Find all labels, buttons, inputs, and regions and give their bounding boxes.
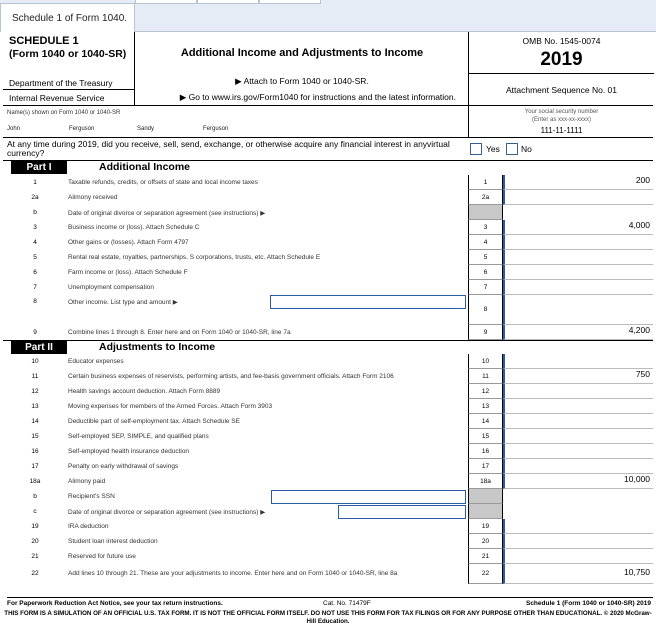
line-number: 10 <box>31 357 39 365</box>
line-number: 13 <box>31 402 39 410</box>
line-number: 6 <box>33 268 37 276</box>
line-c-text-input[interactable] <box>338 505 466 519</box>
part-1-line-7 <box>3 280 653 295</box>
line-number: 2a <box>31 193 39 201</box>
line-description: Moving expenses for members of the Armed Forces. Attach Form 3903 <box>68 402 273 410</box>
part-2-title: Adjustments to Income <box>99 341 216 353</box>
line-12-amount-input[interactable] <box>503 384 653 399</box>
part-2-label: Part II <box>11 341 67 354</box>
line-box-label: 17 <box>468 459 503 474</box>
line-1-amount-input[interactable]: 200 <box>503 175 653 190</box>
line-description: Health savings account deduction. Attach Form 8889 <box>68 387 221 395</box>
line-description: Business income or (loss). Attach Schedule C <box>68 223 200 231</box>
line-4-amount-input[interactable] <box>503 235 653 250</box>
line-box-label: 7 <box>468 280 503 295</box>
line-number: 3 <box>33 223 37 231</box>
line-box-label: 21 <box>468 549 503 564</box>
website-instruction: ▶ Go to www.irs.gov/Form1040 for instructions and the latest information. <box>179 92 456 102</box>
part-2-line-20 <box>3 534 653 549</box>
line-description: Combine lines 1 through 8. Enter here and on Form 1040 or 1040-SR, line 7a <box>68 328 291 336</box>
omb-number: OMB No. 1545-0074 <box>522 36 601 46</box>
line-13-amount-input[interactable] <box>503 399 653 414</box>
line-number: 11 <box>31 372 39 380</box>
line-number: 22 <box>31 570 39 577</box>
line-box-label: 1 <box>468 175 503 190</box>
line-8-amount-input[interactable] <box>503 295 653 325</box>
line-description: Other gains or (losses). Attach Form 4797 <box>68 238 189 246</box>
part-1-line-4 <box>3 235 653 250</box>
line-7-amount-input[interactable] <box>503 280 653 295</box>
no-checkbox[interactable] <box>506 143 518 155</box>
line-9-amount-input[interactable]: 4,200 <box>503 325 653 340</box>
attach-instruction: ▶ Attach to Form 1040 or 1040-SR. <box>235 76 369 86</box>
line-description: Add lines 10 through 21. These are your adjustments to income. Enter here and on Form 1040 or 1040-SR, line 8a <box>68 570 398 577</box>
line-description: Alimony paid <box>68 477 106 485</box>
line-box-label: 10 <box>468 354 503 369</box>
last-name: Ferguson <box>69 126 95 132</box>
part-2-line-22 <box>3 564 653 584</box>
spouse-first-name: Sandy <box>137 126 155 132</box>
ssn-format-hint: (Enter as xxx-xx-xxxx) <box>531 117 591 123</box>
schedule-label: SCHEDULE 1 <box>9 35 79 47</box>
part-1-line-1 <box>3 175 653 190</box>
line-description: Farm income or (loss). Attach Schedule F <box>68 268 188 276</box>
line-description: Date of original divorce or separation agreement (see instructions) ▶ <box>68 508 266 516</box>
part-2-line-11 <box>3 369 653 384</box>
line-3-amount-input[interactable]: 4,000 <box>503 220 653 235</box>
virtual-currency-question: At any time during 2019, did you receive, sell, send, exchange, or otherwise acquire any financial interest in anyvirtual currency? <box>7 139 450 158</box>
line-20-amount-input[interactable] <box>503 534 653 549</box>
no-label: No <box>521 144 532 154</box>
part-1-line-5 <box>3 250 653 265</box>
name-row <box>3 106 653 138</box>
line-box-label: 16 <box>468 444 503 459</box>
part-2-line-17 <box>3 459 653 474</box>
part-2-line-12 <box>3 384 653 399</box>
line-box-label: 9 <box>468 325 503 340</box>
line-box-label <box>468 489 503 504</box>
tab-schedule-1[interactable]: Schedule 1 of Form 1040. <box>0 3 135 32</box>
part-1-line-8 <box>3 295 653 325</box>
line-box-label <box>468 504 503 519</box>
line-description: Reserved for future use <box>68 552 136 560</box>
line-18a-amount-input[interactable]: 10,000 <box>503 474 653 489</box>
line-box-label: 12 <box>468 384 503 399</box>
tab-blank-3[interactable] <box>259 0 321 4</box>
line-box-label: 11 <box>468 369 503 384</box>
line-description: Educator expenses <box>68 357 124 365</box>
line-19-amount-input[interactable] <box>503 519 653 534</box>
line-number: 17 <box>31 462 39 470</box>
line-17-amount-input[interactable] <box>503 459 653 474</box>
line-22-amount-input[interactable]: 10,750 <box>503 564 653 584</box>
tab-blank-2[interactable] <box>197 0 259 4</box>
part-1-title: Additional Income <box>99 161 191 173</box>
tab-blank-1[interactable] <box>135 0 197 4</box>
line-number: 18a <box>29 477 41 485</box>
line-number: b <box>33 208 37 216</box>
line-number: b <box>33 492 37 500</box>
spouse-last-name: Ferguson <box>203 126 229 132</box>
line-box-label: 13 <box>468 399 503 414</box>
line-box-label: 2a <box>468 190 503 205</box>
line-description: Date of original divorce or separation agreement (see instructions) ▶ <box>68 209 266 217</box>
part-1-line-b <box>3 205 653 220</box>
footer-row <box>7 597 653 607</box>
line-5-amount-input[interactable] <box>503 250 653 265</box>
yes-label: Yes <box>486 144 500 154</box>
line-description: Self-employed health insurance deduction <box>68 447 190 455</box>
part-2-line-b <box>3 489 653 504</box>
line-box-label <box>468 205 503 220</box>
line-description: Penalty on early withdrawal of savings <box>68 462 179 470</box>
part-1-line-6 <box>3 265 653 280</box>
line-box-label: 15 <box>468 429 503 444</box>
line-number: c <box>33 507 37 515</box>
paperwork-notice: For Paperwork Reduction Act Notice, see your tax return instructions. <box>7 600 223 607</box>
tab-bar <box>0 0 656 32</box>
line-11-amount-input[interactable]: 750 <box>503 369 653 384</box>
line-description: Taxable refunds, credits, or offsets of state and local income taxes <box>68 178 258 186</box>
part-2-line-16 <box>3 444 653 459</box>
ssn-label: Your social security number <box>524 109 599 115</box>
part-2-line-21 <box>3 549 653 564</box>
line-16-amount-input[interactable] <box>503 444 653 459</box>
line-14-amount-input[interactable] <box>503 414 653 429</box>
line-description: Self-employed SEP, SIMPLE, and qualified plans <box>68 432 209 440</box>
line-description: Certain business expenses of reservists, performing artists, and fee-basis government officials. Attach Form 2106 <box>68 372 394 380</box>
part-1-line-2a <box>3 190 653 205</box>
line-number: 12 <box>31 387 39 395</box>
irs-label: Internal Revenue Service <box>9 93 105 103</box>
line-box-label: 22 <box>468 564 503 584</box>
line-21-amount-input[interactable] <box>503 549 653 564</box>
ssn-value: 111-11-1111 <box>540 126 583 135</box>
line-box-label: 5 <box>468 250 503 265</box>
line-box-label: 18a <box>468 474 503 489</box>
line-description: Alimony received <box>68 193 118 201</box>
line-box-label: 8 <box>468 295 503 325</box>
form-header <box>3 32 653 106</box>
line-description: IRA deduction <box>68 522 109 530</box>
yes-checkbox[interactable] <box>470 143 482 155</box>
line-number: 15 <box>31 432 39 440</box>
part-2-line-13 <box>3 399 653 414</box>
schedule-footer: Schedule 1 (Form 1040 or 1040-SR) 2019 <box>525 600 651 607</box>
part-1-header <box>3 160 653 174</box>
part-1-line-9 <box>3 325 653 340</box>
dept-label: Department of the Treasury <box>9 78 113 88</box>
part-1-line-3 <box>3 220 653 235</box>
catalog-number: Cat. No. 71479F <box>323 600 371 607</box>
first-name: John <box>7 126 21 132</box>
line-description: Rental real estate, royalties, partnerships, S corporations, trusts, etc. Attach Schedule E <box>68 253 321 261</box>
line-number: 8 <box>33 298 37 305</box>
part-2-line-19 <box>3 519 653 534</box>
line-number: 14 <box>31 417 39 425</box>
part-2-line-14 <box>3 414 653 429</box>
part-2-line-c <box>3 504 653 519</box>
part-2-line-18a <box>3 474 653 489</box>
part-1-label: Part I <box>11 161 67 174</box>
schedule-1-form <box>3 32 653 624</box>
line-b-text-input[interactable] <box>271 490 466 504</box>
form-reference: (Form 1040 or 1040-SR) <box>9 48 127 60</box>
line-box-label: 14 <box>468 414 503 429</box>
line-number: 7 <box>33 283 37 291</box>
line-description: Student loan interest deduction <box>68 537 158 545</box>
line-description: Other income. List type and amount ▶ <box>68 299 178 306</box>
simulation-disclaimer: THIS FORM IS A SIMULATION OF AN OFFICIAL U.S. TAX FORM. IT IS NOT THE OFFICIAL FORM ITSELF. DO NOT USE THIS FORM FOR TAX FILINGS OR FOR ANY PURPOSE OTHER THAN EDUCATIONAL. © 2020 McGraw-Hill Education. <box>4 610 652 624</box>
name-label: Name(s) shown on Form 1040 or 1040-SR <box>7 110 121 116</box>
part-2-header <box>3 340 653 354</box>
form-title: Additional Income and Adjustments to Income <box>180 47 424 59</box>
attachment-sequence: Attachment Sequence No. 01 <box>505 85 618 95</box>
line-6-amount-input[interactable] <box>503 265 653 280</box>
line-description: Unemployment compensation <box>68 283 154 291</box>
line-number: 16 <box>31 447 39 455</box>
line-10-amount-input[interactable] <box>503 354 653 369</box>
line-box-label: 4 <box>468 235 503 250</box>
part-2-line-15 <box>3 429 653 444</box>
line-box-label: 19 <box>468 519 503 534</box>
line-number: 5 <box>33 253 37 261</box>
line-15-amount-input[interactable] <box>503 429 653 444</box>
line-number: 4 <box>33 238 37 246</box>
line-2a-amount-input[interactable] <box>503 190 653 205</box>
line-description: Recipient's SSN <box>68 492 115 500</box>
line-number: 9 <box>33 328 37 336</box>
line-8-text-input[interactable] <box>270 295 466 309</box>
line-box-label: 6 <box>468 265 503 280</box>
line-number: 1 <box>33 178 37 186</box>
line-box-label: 3 <box>468 220 503 235</box>
tax-year: 2019 <box>540 49 583 70</box>
part-2-line-10 <box>3 354 653 369</box>
line-number: 20 <box>31 537 39 545</box>
line-box-label: 20 <box>468 534 503 549</box>
line-number: 19 <box>31 522 39 530</box>
line-description: Deductible part of self-employment tax. Attach Schedule SE <box>68 417 240 425</box>
line-number: 21 <box>31 552 39 560</box>
